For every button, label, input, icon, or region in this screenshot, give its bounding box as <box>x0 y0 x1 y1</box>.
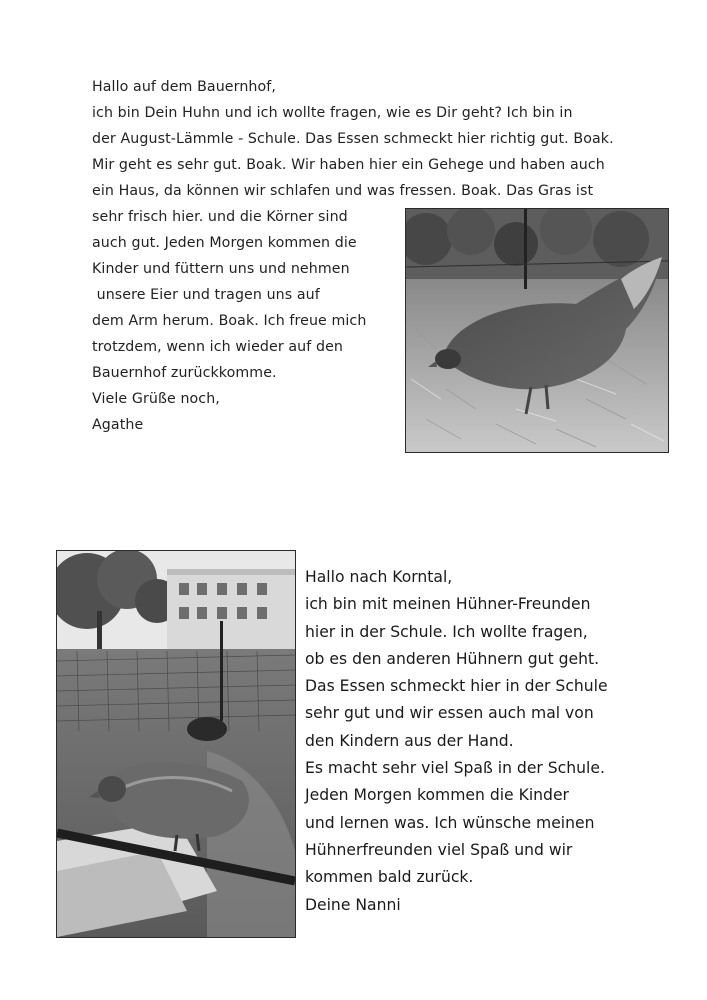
letter2-line: ich bin mit meinen Hühner-Freunden <box>305 595 591 614</box>
hen-schoolyard-image <box>57 551 295 937</box>
hen-photo-grass <box>405 208 669 453</box>
hen-grass-image <box>406 209 668 452</box>
letter1-line: Hallo auf dem Bauernhof, <box>92 79 276 95</box>
letter2-line: Jeden Morgen kommen die Kinder <box>305 786 569 805</box>
letter1-line: ich bin Dein Huhn und ich wollte fragen, wie es Dir geht? Ich bin in <box>92 105 573 121</box>
letter2-line: den Kindern aus der Hand. <box>305 731 514 750</box>
letter2-line: Hallo nach Korntal, <box>305 568 453 586</box>
letter2-line: kommen bald zurück. <box>305 868 474 887</box>
letter1-line: Mir geht es sehr gut. Boak. Wir haben hier ein Gehege und haben auch <box>92 157 605 173</box>
letter1-line: Viele Grüße noch, <box>92 391 220 407</box>
letter1-line: trotzdem, wenn ich wieder auf den <box>92 339 343 355</box>
letter1-line: ein Haus, da können wir schlafen und was fressen. Boak. Das Gras ist <box>92 183 594 199</box>
hen-photo-schoolyard <box>56 550 296 938</box>
letter1-line: unsere Eier und tragen uns auf <box>92 287 320 303</box>
letter1-line: auch gut. Jeden Morgen kommen die <box>92 235 357 251</box>
letter1-line: der August-Lämmle - Schule. Das Essen schmeckt hier richtig gut. Boak. <box>92 131 614 147</box>
letter2-line: Hühnerfreunden viel Spaß und wir <box>305 840 573 859</box>
letter1-line: Bauernhof zurückkomme. <box>92 365 277 381</box>
letter1-line: dem Arm herum. Boak. Ich freue mich <box>92 313 367 329</box>
letter2-line: Es macht sehr viel Spaß in der Schule. <box>305 759 605 778</box>
letter2-line: Das Essen schmeckt hier in der Schule <box>305 677 608 696</box>
letter1-line: sehr frisch hier. und die Körner sind <box>92 209 348 225</box>
letter1-line: Kinder und füttern uns und nehmen <box>92 261 350 277</box>
letter2-line: und lernen was. Ich wünsche meinen <box>305 813 595 832</box>
letter1-signature: Agathe <box>92 417 144 433</box>
letter-nanni <box>305 564 705 919</box>
letter2-line: sehr gut und wir essen auch mal von <box>305 704 594 723</box>
letter2-line: ob es den anderen Hühnern gut geht. <box>305 649 600 668</box>
letter2-line: hier in der Schule. Ich wollte fragen, <box>305 622 588 641</box>
letter2-signature: Deine Nanni <box>305 895 401 914</box>
